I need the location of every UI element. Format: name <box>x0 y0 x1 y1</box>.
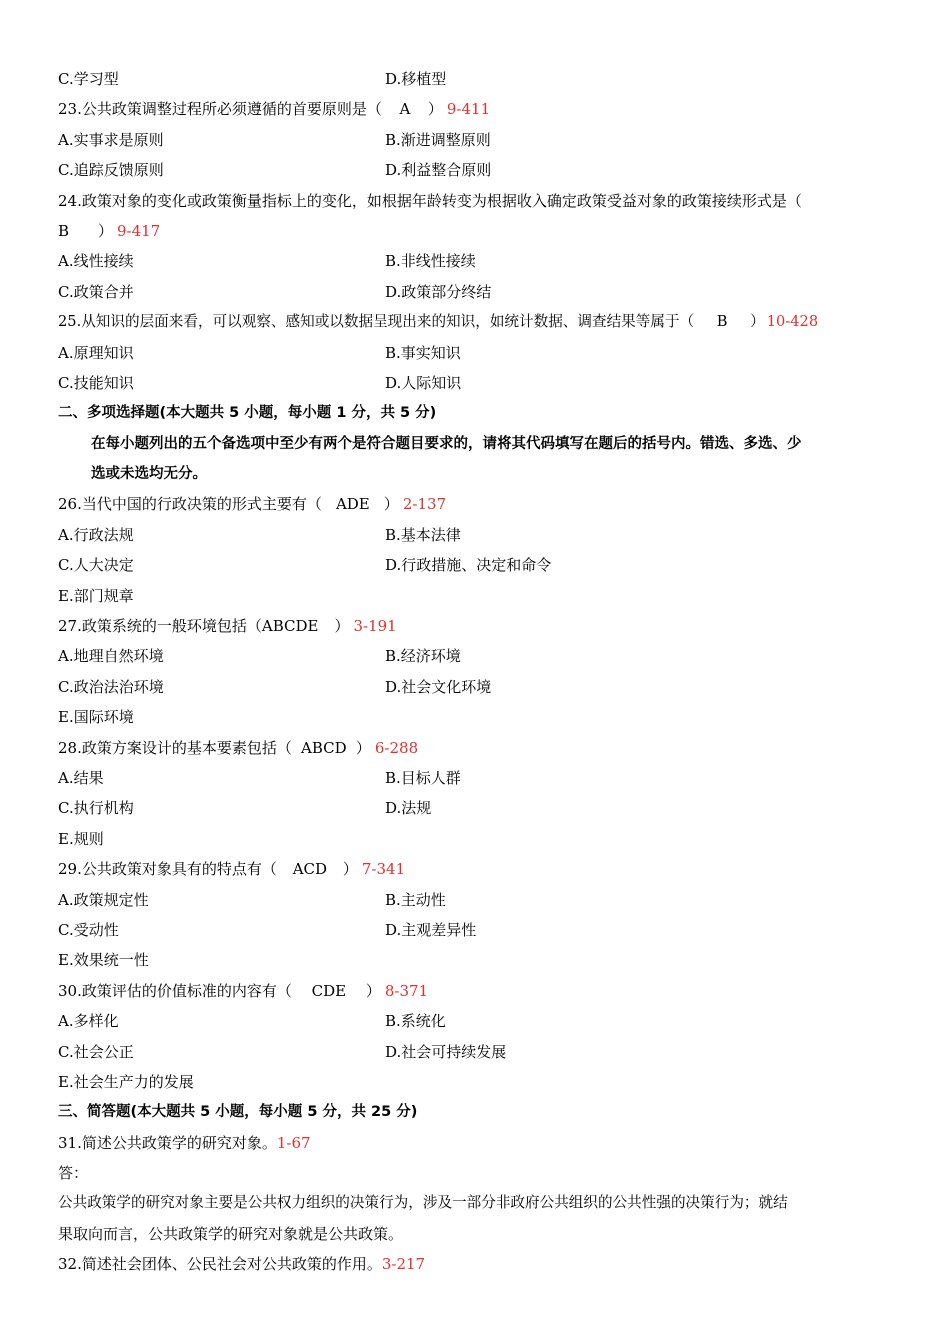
q30-page-ref: 8-371 <box>384 981 429 1000</box>
q25-close-paren: ） <box>750 313 765 331</box>
q29-answer: ACD <box>292 860 328 879</box>
q31-page-ref: 1-67 <box>276 1133 311 1152</box>
q26-option-a: A.行政法规 <box>58 525 134 544</box>
q24-option-c: C.政策合并 <box>58 282 134 301</box>
section3-title: 三、简答题(本大题共 5 小题，每小题 5 分，共 25 分) <box>58 1104 418 1121</box>
q29-options-ab <box>58 885 896 915</box>
q24-question: 24.政策对象的变化或政策衡量指标上的变化，如根据年龄转变为根据收入确定政策受益对象的政策接续形式是（ <box>58 191 802 210</box>
q23-stem <box>58 94 896 124</box>
q28-answer: ABCD <box>301 738 347 757</box>
q30-option-c: C.社会公正 <box>58 1042 134 1061</box>
q25-question: 25.从知识的层面来看，可以观察、感知或以数据呈现出来的知识，如统计数据、调查结果等属于（ <box>58 313 695 331</box>
q28-question: 28.政策方案设计的基本要素包括（ <box>58 738 292 757</box>
q30-option-e: E.社会生产力的发展 <box>58 1072 194 1091</box>
q25-option-a: A.原理知识 <box>58 343 134 362</box>
q24-option-a: A.线性接续 <box>58 252 134 271</box>
q29-options-cd <box>58 915 896 945</box>
q25-stem <box>58 307 896 337</box>
q25-option-d: D.人际知识 <box>385 373 462 392</box>
q24-options-cd <box>58 277 896 307</box>
q24-stem-cont <box>58 216 896 246</box>
q29-close-paren: ） <box>342 860 358 879</box>
q32-stem <box>58 1249 896 1279</box>
q25-option-b: B.事实知识 <box>385 343 461 362</box>
section2-instructions-1: 在每小题列出的五个备选项中至少有两个是符合题目要求的，请将其代码填写在题后的括号内。错选、多选、少 <box>91 435 802 452</box>
q23-answer: A <box>399 100 411 119</box>
q32-question: 32.简述社会团体、公民社会对公共政策的作用。 <box>58 1255 382 1274</box>
q27-option-e: E.国际环境 <box>58 708 134 727</box>
q27-stem <box>58 611 896 641</box>
exam-page <box>58 64 896 1280</box>
q24-option-b: B.非线性接续 <box>385 252 476 271</box>
q26-answer: ADE <box>335 495 370 514</box>
q30-option-b: B.系统化 <box>385 1012 446 1031</box>
q28-options-ab <box>58 763 896 793</box>
q26-stem <box>58 489 896 519</box>
q29-option-b: B.主动性 <box>385 890 446 909</box>
q23-page-ref: 9-411 <box>446 100 491 119</box>
q29-stem <box>58 854 896 884</box>
q31-question: 31.简述公共政策学的研究对象。 <box>58 1133 277 1152</box>
q29-option-d: D.主观差异性 <box>385 920 477 939</box>
q25-option-c: C.技能知识 <box>58 373 134 392</box>
q24-options-ab <box>58 246 896 276</box>
q26-option-b: B.基本法律 <box>385 525 461 544</box>
q25-answer: B <box>716 313 728 331</box>
q26-option-d: D.行政措施、决定和命令 <box>385 556 552 575</box>
q23-option-d: D.利益整合原则 <box>385 161 492 180</box>
q30-option-d: D.社会可持续发展 <box>385 1042 507 1061</box>
q27-option-b: B.经济环境 <box>385 647 461 666</box>
q25-options-cd <box>58 368 896 398</box>
q24-close-paren: ） <box>98 221 114 240</box>
q24-stem <box>58 186 896 216</box>
q26-option-c: C.人大决定 <box>58 556 134 575</box>
q31-answer-line-1: 公共政策学的研究对象主要是公共权力组织的决策行为，涉及一部分非政府公共组织的公共性强的决策行为；就结 <box>58 1194 788 1212</box>
q27-close-paren: ） <box>334 617 350 636</box>
section2-title: 二、多项选择题(本大题共 5 小题，每小题 1 分，共 5 分) <box>58 405 437 422</box>
q28-close-paren: ） <box>355 738 371 757</box>
q29-option-e: E.效果统一性 <box>58 951 149 970</box>
q28-option-c: C.执行机构 <box>58 799 134 818</box>
q23-options-ab <box>58 125 896 155</box>
q30-options-cd <box>58 1037 896 1067</box>
q26-close-paren: ） <box>383 495 399 514</box>
q26-options-ab <box>58 520 896 550</box>
q27-page-ref: 3-191 <box>353 617 397 636</box>
q23-close-paren: ） <box>427 100 443 119</box>
q30-question: 30.政策评估的价值标准的内容有（ <box>58 981 292 1000</box>
q27-question: 27.政策系统的一般环境包括（ABCDE <box>58 617 319 636</box>
q31-answer-line-2: 果取向而言，公共政策学的研究对象就是公共政策。 <box>58 1224 404 1243</box>
q22-option-c: C.学习型 <box>58 70 119 88</box>
q26-options-cd <box>58 550 896 580</box>
q23-option-c: C.追踪反馈原则 <box>58 161 164 180</box>
q25-options-ab <box>58 338 896 368</box>
section2-instructions-2: 选或未选均无分。 <box>91 466 207 483</box>
q29-option-a: A.政策规定性 <box>58 890 149 909</box>
q28-option-b: B.目标人群 <box>385 768 461 787</box>
q28-option-e: E.规则 <box>58 829 104 848</box>
q32-page-ref: 3-217 <box>381 1255 426 1274</box>
q31-stem <box>58 1128 896 1158</box>
q25-page-ref: 10-428 <box>766 313 819 331</box>
q27-options-ab <box>58 641 896 671</box>
q22-options-cd <box>58 64 896 94</box>
q27-options-cd <box>58 672 896 702</box>
q23-options-cd <box>58 155 896 185</box>
q29-option-c: C.受动性 <box>58 920 119 939</box>
q24-page-ref: 9-417 <box>117 221 161 240</box>
q28-stem <box>58 733 896 763</box>
q29-question: 29.公共政策对象具有的特点有（ <box>58 860 277 879</box>
q28-page-ref: 6-288 <box>374 738 419 757</box>
q26-option-e: E.部门规章 <box>58 586 134 605</box>
q27-option-d: D.社会文化环境 <box>385 677 492 696</box>
q27-option-a: A.地理自然环境 <box>58 647 164 666</box>
q27-option-c: C.政治法治环境 <box>58 677 164 696</box>
q23-option-b: B.渐进调整原则 <box>385 130 491 149</box>
q22-option-d: D.移植型 <box>385 70 447 88</box>
q30-option-a: A.多样化 <box>58 1012 119 1031</box>
q30-stem <box>58 976 896 1006</box>
q24-option-d: D.政策部分终结 <box>385 282 492 301</box>
q30-options-ab <box>58 1006 896 1036</box>
q26-page-ref: 2-137 <box>402 495 447 514</box>
q28-option-a: A.结果 <box>58 768 104 787</box>
q23-option-a: A.实事求是原则 <box>58 130 164 149</box>
q23-question: 23.公共政策调整过程所必须遵循的首要原则是（ <box>58 100 382 119</box>
q30-close-paren: ） <box>365 981 381 1000</box>
q24-answer: B <box>58 221 70 240</box>
q31-answer-label: 答： <box>58 1164 89 1183</box>
q28-option-d: D.法规 <box>385 799 432 818</box>
q30-answer: CDE <box>311 981 347 1000</box>
q29-page-ref: 7-341 <box>361 860 406 879</box>
q26-question: 26.当代中国的行政决策的形式主要有（ <box>58 495 322 514</box>
q28-options-cd <box>58 793 896 823</box>
